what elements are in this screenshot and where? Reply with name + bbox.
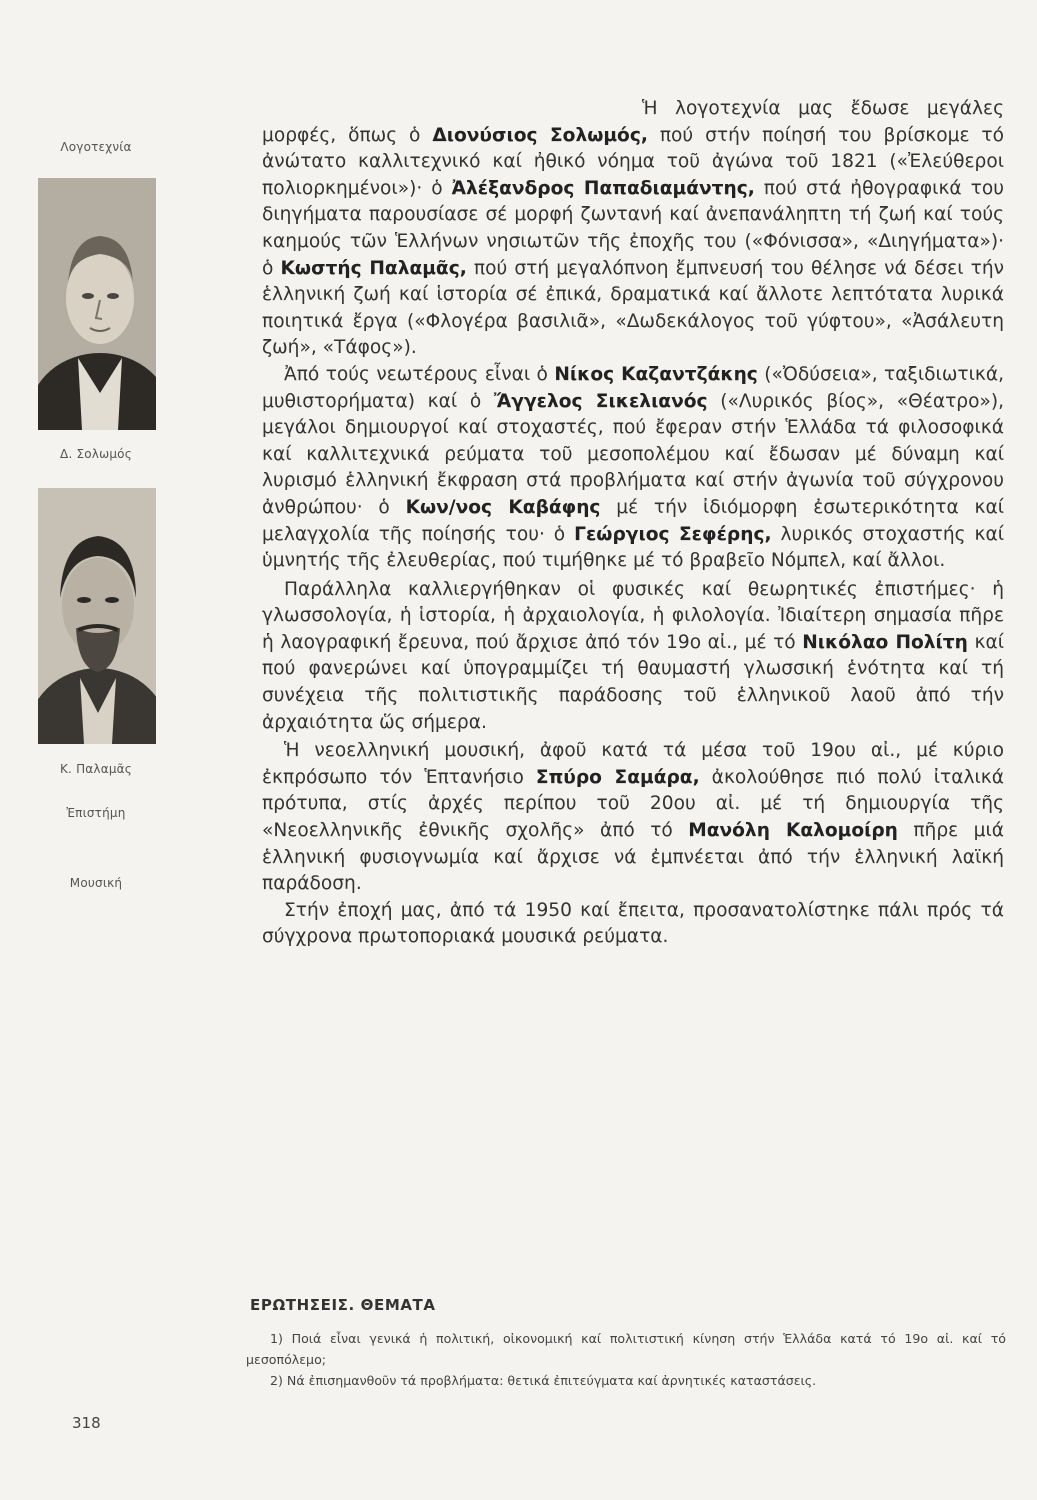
paragraph-modern-writers [262, 362, 1004, 575]
bold-name: Νίκος Καζαντζάκης [554, 363, 758, 385]
portrait-palamas [38, 488, 156, 744]
margin-label-literature: Λογοτεχνία [60, 140, 132, 154]
text-run: λυρικός στοχαστής καί ὑμνητής τῆς ἐλευθερίας, πού τιμήθηκε μέ τό βραβεῖο Νόμπελ, καί ἄλλοι. [262, 523, 1004, 572]
question-2: 2) Νά ἐπισημανθοῦν τά προβλήματα: θετικά ἐπιτεύγματα καί ἀρνητικές καταστάσεις. [270, 1373, 817, 1388]
text-run: Ἡ λογοτεχνία μας ἔδωσε μεγάλες μορφές, ὅπως ὁ [262, 98, 1004, 146]
margin-label-music: Μουσική [69, 876, 123, 890]
bold-name: Ἀλέξανδρος Παπαδιαμάντης, [451, 177, 755, 199]
bold-name: Νικόλαο Πολίτη [802, 631, 968, 653]
text-run: Στήν ἐποχή μας, ἀπό τά 1950 καί ἔπειτα, προσανατολίστηκε πάλι πρός τά σύγχρονα πρωτοποριακά μουσικά ρεύματα. [262, 899, 1004, 948]
questions-section [246, 1296, 1006, 1391]
text-run: καί πού φανερώνει καί ὑπογραμμίζει τή θαυμαστή γλωσσική ἑνότητα καί τή συνέχεια τῆς πολιτιστικῆς παράδοσης τοῦ ἑλληνικοῦ λαοῦ ἀπό τήν ἀρχαιότητα ὥς σήμερα. [262, 631, 1005, 733]
bold-name: Κωστής Παλαμᾶς, [280, 257, 467, 279]
page-number: 318 [72, 1414, 101, 1432]
questions-title: ΕΡΩΤΗΣΕΙΣ. ΘΕΜΑΤΑ [250, 1296, 436, 1314]
caption-solomos: Δ. Σολωμός [60, 447, 132, 461]
paragraph-music [262, 738, 1004, 898]
text-run: («Ὀδύσεια», ταξιδιωτικά, μυθιστορήματα) καί ὁ [262, 363, 1005, 412]
margin-label-science: Ἐπιστήμη [66, 806, 126, 820]
paragraph-sciences [262, 577, 1004, 737]
text-run: πῆρε μιά ἑλληνική φυσιογνωμία καί ἄρχισε νά ἐμπνέεται ἀπό τήν ἑλληνική λαϊκή παράδοση. [262, 820, 1005, 895]
caption-palamas: Κ. Παλαμᾶς [59, 762, 133, 776]
text-run: («Λυρικός βίος», «Θέατρο»), μεγάλοι δημιουργοί καί στοχαστές, πού ἔφεραν στήν Ἑλλάδα τά φιλοσοφικά καί καλλιτεχνικά ρεύματα τοῦ μεσοπολέμου καί ἔδωσαν μέ δύναμη καί λυρισμό ἑλληνική ἔκφραση στά προβλήματα καί στήν ἀγωνία τοῦ σύγχρονου ἀνθρώπου· ὁ [262, 390, 1004, 518]
portrait-solomos [38, 178, 156, 430]
paragraph-literature [262, 96, 1004, 362]
question-1: 1) Ποιά εἶναι γενικά ἡ πολιτική, οἰκονομική καί πολιτιστική κίνηση στήν Ἑλλάδα κατά τό 19ο αἰ. καί τό μεσοπόλεμο; [246, 1331, 1006, 1367]
bold-name: Ἄγγελος Σικελιανός [493, 390, 708, 412]
text-run: πού στά ἠθογραφικά του διηγήματα παρουσίασε σέ μορφή ζωντανή καί ἀνεπανάληπτη τή ζωή καί τούς καημούς τῶν Ἑλλήνων νησιωτῶν τῆς ἐποχῆς του («Φόνισσα», «Διηγήματα»)· ὁ [262, 177, 1004, 279]
bold-name: Διονύσιος Σολωμός, [432, 124, 648, 146]
text-run: πού στή μεγαλόπνοη ἔμπνευσή του θέλησε νά δέσει τήν ἑλληνική ζωή καί ἱστορία σέ ἐπικά, δραματικά καί ἄλλοτε λεπτότατα λυρικά ποιητικά ἔργα («Φλογέρα βασιλιᾶ», «Δωδεκάλογος τοῦ γύφτου», «Ἀσάλευτη ζωή», «Τάφος»). [262, 257, 1004, 359]
paragraph-music-modern [262, 898, 1004, 951]
text-run: ἀκολούθησε πιό πολύ ἰταλικά πρότυπα, στίς ἀρχές περίπου τοῦ 20ου αἰ. μέ τή δημιουργία τῆς «Νεοελληνικῆς ἐθνικῆς σχολῆς» ἀπό τό [262, 766, 1004, 842]
bold-name: Κων/νος Καβάφης [405, 496, 601, 518]
text-run: πού στήν ποίησή του βρίσκομε τό ἀνώτατο καλλιτεχνικό καί ἠθικό νόημα τοῦ ἀγώνα τοῦ 1821 («Ἐλεύθεροι πολιορκημένοι»)· ὁ [262, 124, 1004, 199]
text-run: Παράλληλα καλλιεργήθηκαν οἱ φυσικές καί θεωρητικές ἐπιστήμες· ἡ γλωσσολογία, ἡ ἱστορία, ἡ ἀρχαιολογία, ἡ φιλολογία. Ἰδιαίτερη σημασία πῆρε ἡ λαογραφική ἔρευνα, πού ἄρχισε ἀπό τόν 19ο αἰ., μέ τό [262, 578, 1004, 653]
text-run: μέ τήν ἰδιόμορφη ἐσωτερικότητα καί μελαγχολία τῆς ποίησής του· ὁ [262, 496, 1004, 545]
main-text [262, 96, 1004, 951]
bold-name: Σπύρο Σαμάρα, [535, 766, 700, 788]
bold-name: Γεώργιος Σεφέρης, [574, 523, 772, 545]
text-run: Ἀπό τούς νεωτέρους εἶναι ὁ [284, 363, 555, 385]
bold-name: Μανόλη Καλομοίρη [688, 820, 898, 842]
text-run: Ἡ νεοελληνική μουσική, ἀφοῦ κατά τά μέσα τοῦ 19ου αἰ., μέ κύριο ἐκπρόσωπο τόν Ἑπτανήσιο [262, 740, 1004, 788]
